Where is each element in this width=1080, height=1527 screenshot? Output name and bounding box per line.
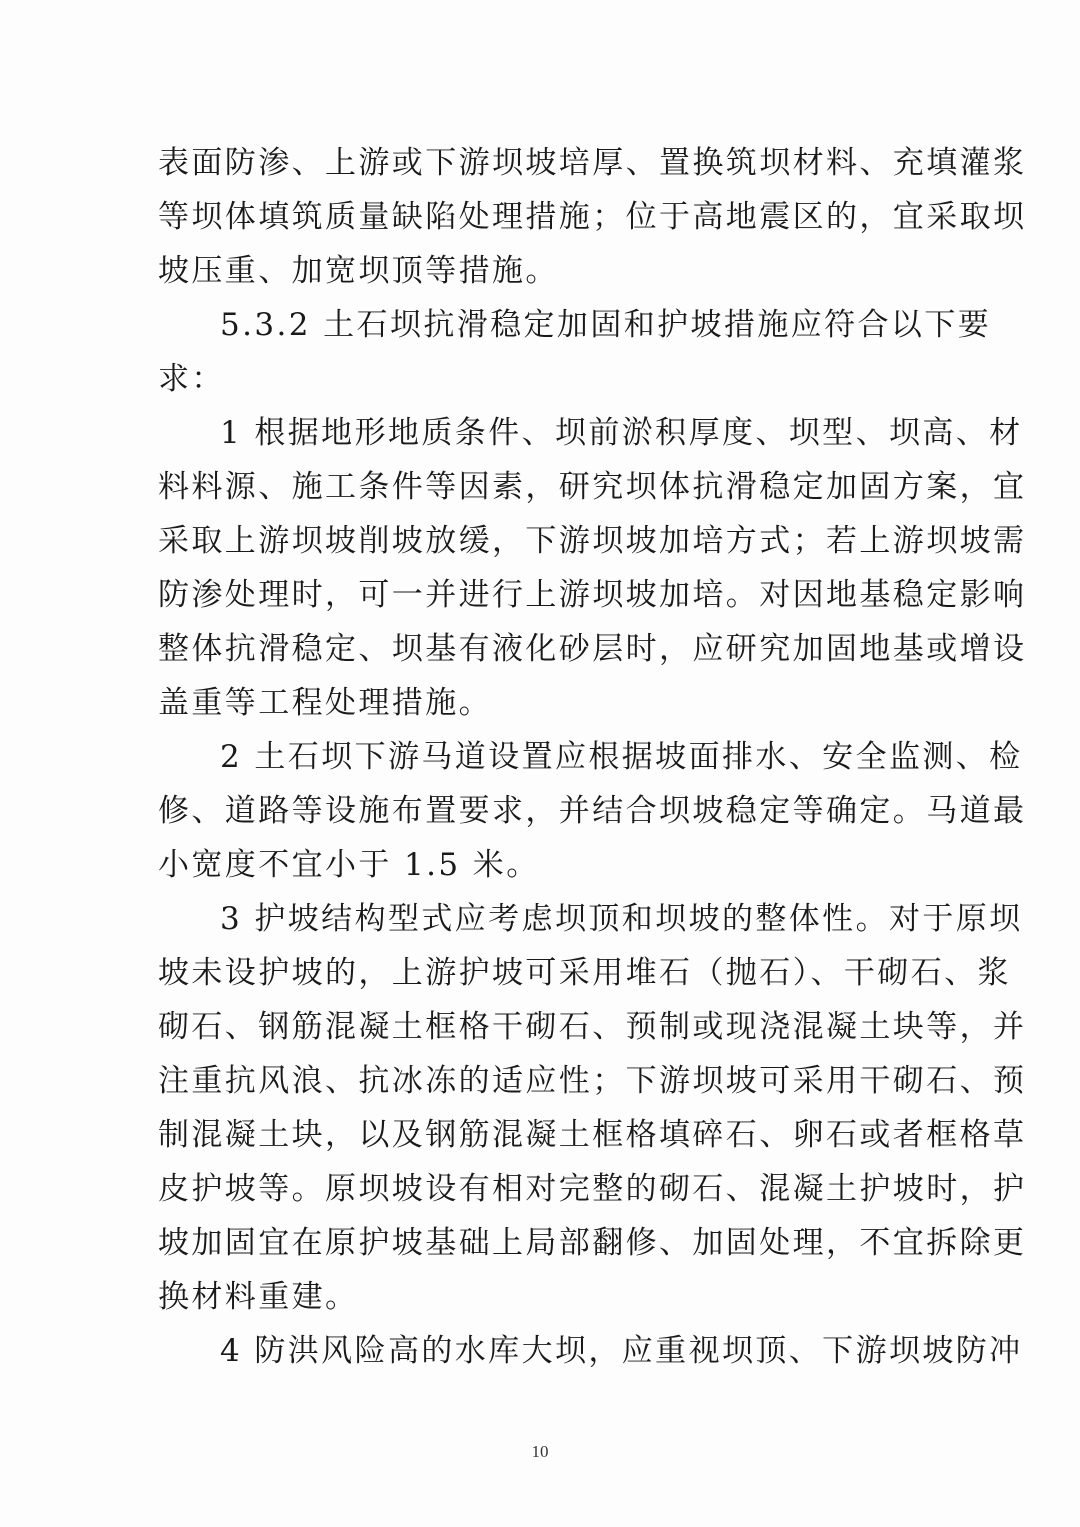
text-line-1: 表面防渗、上游或下游坝坡培厚、置换筑坝材料、充填灌浆 (158, 145, 1027, 181)
text-line-22: 换材料重建。 (158, 1279, 359, 1315)
body-text (158, 136, 1027, 1378)
text-line-11: 盖重等工程处理措施。 (158, 685, 492, 721)
text-line-16: 坡未设护坡的，上游护坡可采用堆石（抛石）、干砌石、浆 (158, 955, 1011, 991)
item-2-start: 2 土石坝下游马道设置应根据坡面排水、安全监测、检 (220, 739, 1023, 775)
text-line-9: 防渗处理时，可一并进行上游坝坡加培。对因地基稳定影响 (158, 577, 1027, 613)
item-4-start: 4 防洪风险高的水库大坝，应重视坝顶、下游坝坡防冲 (220, 1333, 1023, 1369)
text-line-8: 采取上游坝坡削坡放缓，下游坝坡加培方式；若上游坝坡需 (158, 523, 1027, 559)
item-3-start: 3 护坡结构型式应考虑坝顶和坝坡的整体性。对于原坝 (220, 901, 1023, 937)
text-line-3: 坡压重、加宽坝顶等措施。 (158, 253, 559, 289)
text-line-13: 修、道路等设施布置要求，并结合坝坡稳定等确定。马道最 (158, 793, 1027, 829)
text-line-18: 注重抗风浪、抗冰冻的适应性；下游坝坡可采用干砌石、预 (158, 1063, 1027, 1099)
clause-heading-5-3-2: 5.3.2 土石坝抗滑稳定加固和护坡措施应符合以下要 (220, 307, 992, 343)
item-1-start: 1 根据地形地质条件、坝前淤积厚度、坝型、坝高、材 (220, 415, 1023, 451)
text-line-2: 等坝体填筑质量缺陷处理措施；位于高地震区的，宜采取坝 (158, 199, 1027, 235)
text-line-7: 料料源、施工条件等因素，研究坝体抗滑稳定加固方案，宜 (158, 469, 1027, 505)
text-line-10: 整体抗滑稳定、坝基有液化砂层时，应研究加固地基或增设 (158, 631, 1027, 667)
text-line-19: 制混凝土块，以及钢筋混凝土框格填碎石、卵石或者框格草 (158, 1117, 1027, 1153)
text-line-21: 坡加固宜在原护坡基础上局部翻修、加固处理，不宜拆除更 (158, 1225, 1027, 1261)
text-line-20: 皮护坡等。原坝坡设有相对完整的砌石、混凝土护坡时，护 (158, 1171, 1027, 1207)
text-line-14: 小宽度不宜小于 1.5 米。 (158, 847, 540, 883)
text-line-5: 求： (158, 361, 225, 397)
text-line-17: 砌石、钢筋混凝土框格干砌石、预制或现浇混凝土块等，并 (158, 1009, 1027, 1045)
page-number: 10 (531, 1442, 549, 1461)
